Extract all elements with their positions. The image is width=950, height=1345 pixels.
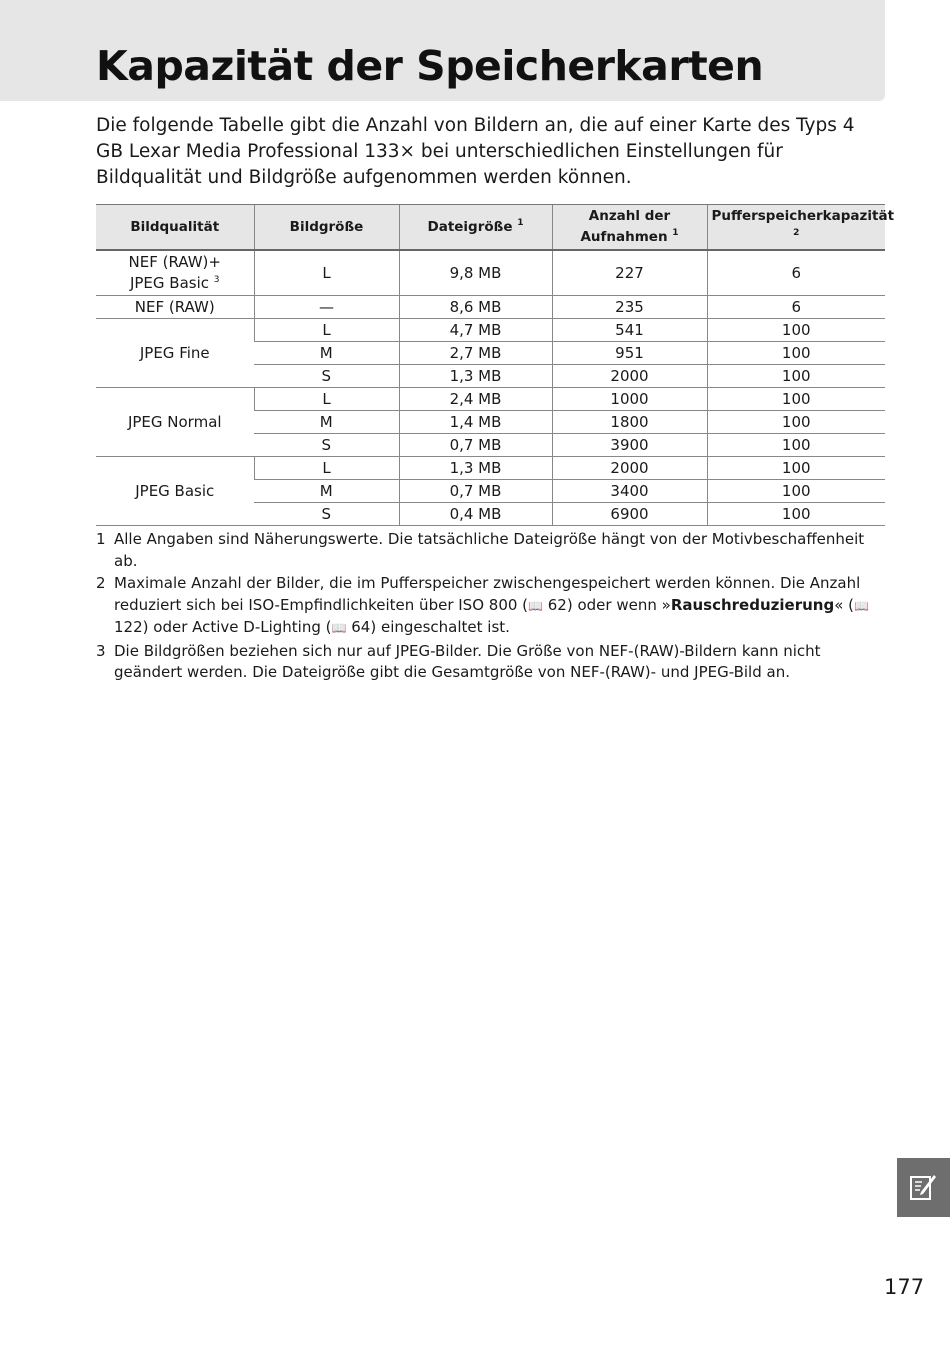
cell-count: 2000 (552, 365, 707, 388)
table-row (96, 296, 885, 319)
book-reference-icon: 📖 (331, 621, 347, 635)
cell-buffer: 100 (707, 503, 885, 526)
intro-paragraph: Die folgende Tabelle gibt die Anzahl von Bildern an, die auf einer Karte des Typs 4 GB Lexar Media Professional 133× bei unterschiedlichen Einstellungen für Bildqualität und Bildgröße aufgenommen werden können. (96, 115, 855, 188)
header-buffer: Pufferspeicherkapazität $^2$ (707, 205, 885, 251)
cell-filesize: 1,3 MB (399, 457, 552, 480)
book-reference-icon: 📖 (854, 598, 869, 613)
notes-pencil-icon (910, 1173, 937, 1201)
cell-filesize: 0,7 MB (399, 480, 552, 503)
book-reference-icon: 📖 (528, 598, 543, 613)
footnote-text: Die Bildgrößen beziehen sich nur auf JPEG-Bilder. Die Größe von NEF-(RAW)-Bildern kann nicht geändert werden. Die Dateigröße gibt die Gesamtgröße von NEF-(RAW)- und JPEG-Bild an. (114, 641, 821, 681)
cell-size: M (254, 342, 399, 365)
cell-size: S (254, 365, 399, 388)
footnote-number: 3 (96, 641, 106, 660)
table-row (96, 388, 885, 411)
cell-quality: NEF (RAW)+ JPEG Basic $^3$ (96, 250, 254, 296)
table-header-row (96, 205, 885, 251)
cell-size: — (254, 296, 399, 319)
cell-quality-group: JPEG Basic (96, 457, 254, 526)
cell-quality-group: JPEG Normal (96, 388, 254, 457)
cell-buffer: 100 (707, 457, 885, 480)
footnote-3 (96, 641, 886, 684)
cell-filesize: 2,7 MB (399, 342, 552, 365)
header-size: Bildgröße (254, 205, 399, 251)
menu-item-name: Rauschreduzierung (670, 595, 835, 614)
footnote-ref: 1 (517, 217, 524, 228)
page-reference-link[interactable]: 62 (547, 595, 567, 614)
cell-count: 951 (552, 342, 707, 365)
footnote-ref: 1 (672, 228, 679, 238)
cell-size: S (254, 434, 399, 457)
capacity-table (96, 204, 895, 526)
footnote-ref: 3 (213, 275, 220, 285)
cell-buffer: 100 (707, 480, 885, 503)
cell-filesize: 9,8 MB (399, 250, 552, 296)
cell-size: L (254, 319, 399, 342)
cell-buffer: 100 (707, 411, 885, 434)
cell-filesize: 1,4 MB (399, 411, 552, 434)
page-title: Kapazität der Speicherkarten (96, 42, 764, 90)
cell-count: 3400 (552, 480, 707, 503)
footnote-1 (96, 529, 886, 572)
cell-count: 6900 (552, 503, 707, 526)
footnote-2 (96, 573, 886, 640)
cell-count: 1000 (552, 388, 707, 411)
page-reference-link[interactable]: 64 (351, 618, 371, 636)
cell-buffer: 100 (707, 434, 885, 457)
cell-size: M (254, 411, 399, 434)
section-tab[interactable] (897, 1158, 950, 1217)
cell-quality: NEF (RAW) (96, 296, 254, 319)
cell-size: M (254, 480, 399, 503)
cell-buffer: 6 (707, 296, 885, 319)
footnote-ref: 2 (793, 228, 800, 238)
cell-count: 1800 (552, 411, 707, 434)
cell-buffer: 100 (707, 388, 885, 411)
table-row (96, 319, 885, 342)
cell-buffer: 6 (707, 250, 885, 296)
footnote-text: Alle Angaben sind Näherungswerte. Die tatsächliche Dateigröße hängt von der Motivbeschaffenheit ab. (114, 530, 865, 570)
cell-filesize: 0,4 MB (399, 503, 552, 526)
cell-count: 2000 (552, 457, 707, 480)
cell-size: L (254, 250, 399, 296)
cell-count: 227 (552, 250, 707, 296)
cell-filesize: 2,4 MB (399, 388, 552, 411)
cell-count: 3900 (552, 434, 707, 457)
cell-filesize: 4,7 MB (399, 319, 552, 342)
cell-size: S (254, 503, 399, 526)
cell-filesize: 1,3 MB (399, 365, 552, 388)
header-count: Anzahl der Aufnahmen $^1$ (552, 205, 707, 251)
footnote-number: 1 (96, 530, 106, 548)
cell-size: L (254, 388, 399, 411)
cell-count: 235 (552, 296, 707, 319)
cell-filesize: 0,7 MB (399, 434, 552, 457)
cell-quality-group: JPEG Fine (96, 319, 254, 388)
footnote-number: 2 (96, 574, 106, 592)
page-reference-link[interactable]: 122 (114, 618, 143, 636)
cell-size: L (254, 457, 399, 480)
cell-filesize: 8,6 MB (399, 296, 552, 319)
cell-count: 541 (552, 319, 707, 342)
header-quality: Bildqualität (96, 205, 254, 251)
cell-buffer: 100 (707, 342, 885, 365)
cell-buffer: 100 (707, 319, 885, 342)
cell-buffer: 100 (707, 365, 885, 388)
footnote-text: Maximale Anzahl der Bilder, die im Pufferspeicher zwischengespeichert werden können. Die Anzahl reduziert sich bei ISO-Empfindlichkeiten über ISO 800 (📖 62) oder wenn »Rauschreduzierung« (📖 122) oder Active D-Lighting (📖 64) eingeschaltet ist. (114, 573, 886, 640)
table-row (96, 457, 885, 480)
footnotes (96, 529, 886, 685)
table-row (96, 250, 885, 296)
page-number: 177 (884, 1275, 925, 1299)
header-filesize: Dateigröße $^1$ (399, 205, 552, 251)
